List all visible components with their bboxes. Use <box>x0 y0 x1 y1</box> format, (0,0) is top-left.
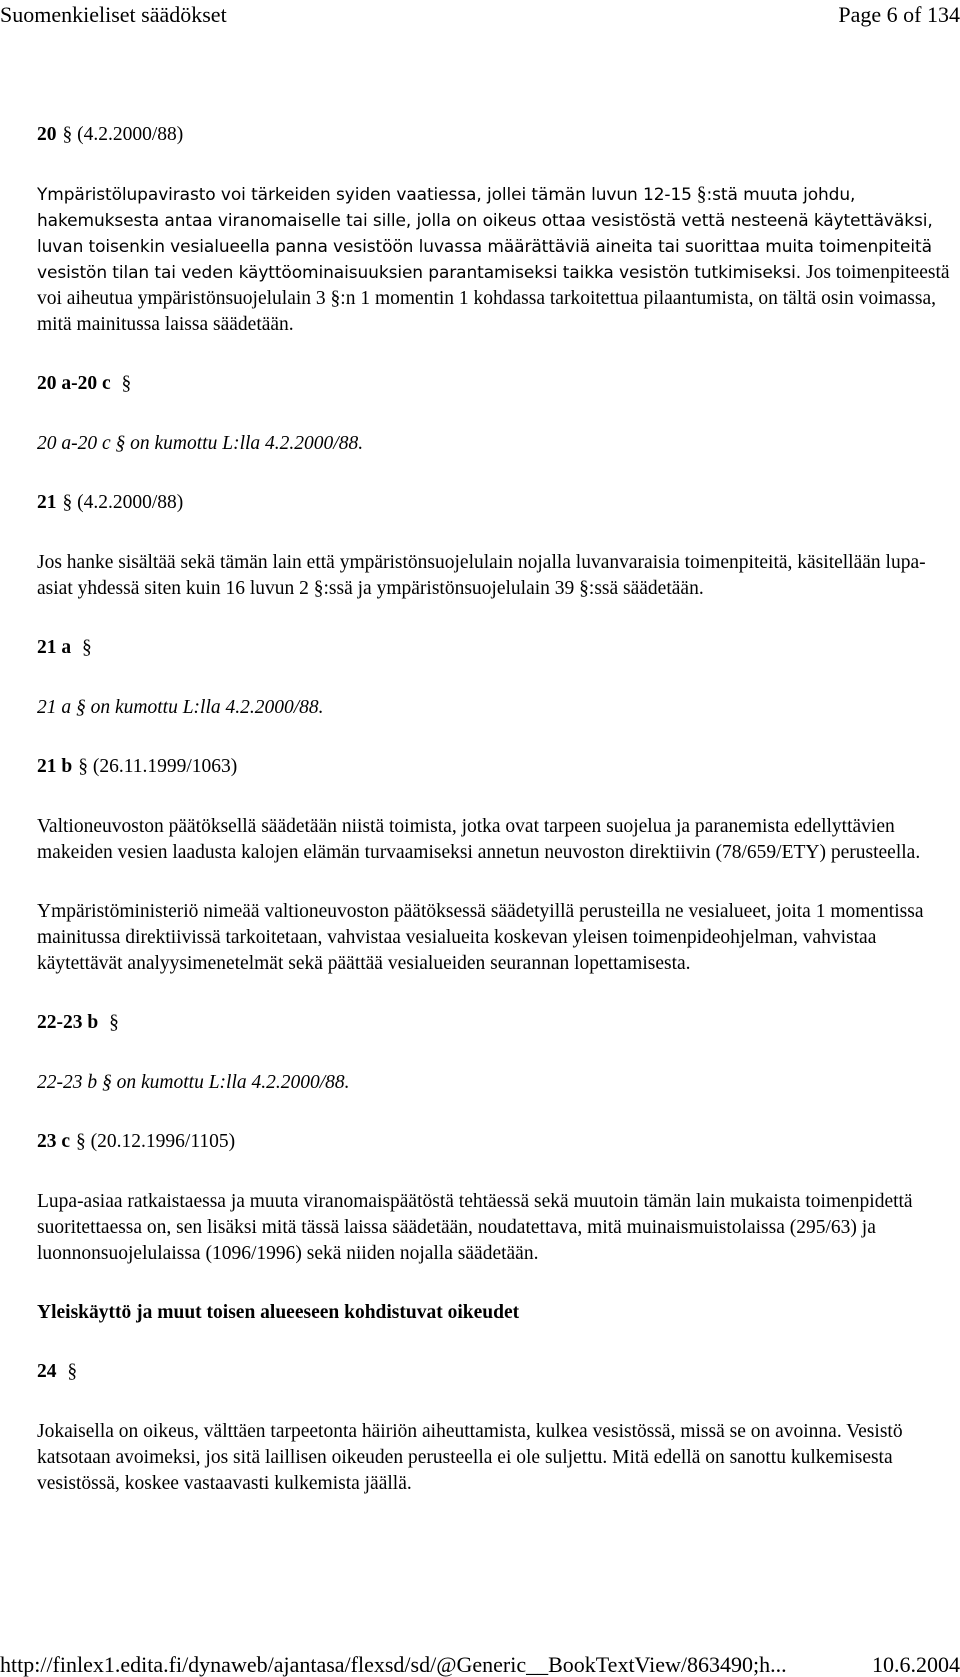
section-symbol: § <box>62 124 73 145</box>
section-22-heading <box>37 1010 957 1036</box>
section-symbol: § <box>102 1072 112 1093</box>
repeal-note: 22-23 b § on kumottu L:lla 4.2.2000/88. <box>37 1072 350 1093</box>
amendment-ref: (4.2.2000/88) <box>77 492 184 513</box>
print-date: 10.6.2004 <box>872 1652 960 1677</box>
section-21b-paragraph-2: Ympäristöministeriö nimeää valtioneuvoston päätöksessä säädetyillä perusteilla ne vesialueet, joita 1 momentissa mainitussa direktiivissä tarkoitetaan, vahvistaa vesialueita koskevan yleisen toimenpideohjelman, vahvistaa käytettävät analyysimenetelmät sekä päättää vesialueiden seurannan lopettamisesta. <box>37 901 924 974</box>
section-symbol: § <box>78 756 88 777</box>
section-23c-paragraph: Lupa-asiaa ratkaistaessa ja muuta viranomaispäätöstä tehtäessä sekä muutoin tämän lain mukaista toimenpidettä suoritettaessa on, sen lisäksi mitä tässä laissa säädetään, noudatettava, mitä muinaismuistolaissa (295/63) ja luonnonsuojelulaissa (1096/1996) sekä niiden nojalla säädetään. <box>37 1191 913 1264</box>
section-number: 23 c <box>37 1131 71 1152</box>
section-symbol: § <box>76 697 86 718</box>
page-number: Page 6 of 134 <box>838 2 960 27</box>
chapter-heading: Yleiskäyttö ja muut toisen alueeseen kohdistuvat oikeudet <box>37 1302 520 1323</box>
section-number: 22-23 b <box>37 1012 99 1033</box>
amendment-ref: (26.11.1999/1063) <box>92 756 238 777</box>
section-24-heading <box>37 1359 957 1385</box>
section-number: 21 <box>37 492 57 513</box>
section-symbol: § <box>696 184 707 205</box>
section-number: 24 <box>37 1361 57 1382</box>
source-url: http://finlex1.edita.fi/dynaweb/ajantasa/flexsd/sd/@Generic__BookTextView/863490;h... <box>0 1652 787 1677</box>
section-number: 21 b <box>37 756 73 777</box>
section-symbol: § <box>121 373 132 394</box>
section-symbol: § <box>115 433 126 454</box>
section-20-heading <box>37 122 957 148</box>
document-body <box>37 122 957 1530</box>
section-23c-heading <box>37 1129 957 1155</box>
section-symbol: § <box>313 578 324 599</box>
section-symbol: § <box>82 637 92 658</box>
document-title: Suomenkieliset säädökset <box>0 2 227 27</box>
section-21b-paragraph-1: Valtioneuvoston päätöksellä säädetään niistä toimista, jotka ovat tarpeen suojelua ja paranemista edellyttävien makeiden vesien laadusta kalojen elämän turvaamiseksi annetun neuvoston direktiivin (78/659/ETY) perusteella. <box>37 816 921 863</box>
section-number: 21 a <box>37 637 72 658</box>
section-symbol: § <box>109 1012 119 1033</box>
repeal-note: 21 a § on kumottu L:lla 4.2.2000/88. <box>37 697 324 718</box>
section-21-paragraph: Jos hanke sisältää sekä tämän lain että ympäristönsuojelulain nojalla luvanvaraisia toimenpiteitä, käsitellään lupa-asiat yhdessä siten kuin 16 luvun 2 §:ssä ja ympäristönsuojelulain 39 §:ssä säädetään. <box>37 552 926 599</box>
section-symbol: § <box>579 578 589 599</box>
section-21-heading <box>37 490 957 516</box>
section-20a-heading <box>37 371 957 397</box>
section-20-paragraph: Ympäristölupavirasto voi tärkeiden syiden vaatiessa, jollei tämän luvun 12-15 §:stä muuta johdu, hakemuksesta antaa viranomaiselle tai sille, jolla on oikeus ottaa vesistöstä vettä nesteenä käytettäväksi, luvan toisenkin vesialueella panna vesistöön luvassa määrättäviä aineita tai suorittaa muita toimenpiteitä vesistön tilan tai veden käyttöominaisuuksien parantamiseksi taikka vesistön tutkimiseksi. Jos toimenpiteestä voi aiheutua ympäristönsuojelulain 3 §:n 1 momentin 1 kohdassa tarkoitettua pilaantumista, on tältä osin voimassa, mitä mainitussa laissa säädetään. <box>37 184 950 335</box>
section-number: 20 a-20 c <box>37 373 111 394</box>
section-24-paragraph: Jokaisella on oikeus, välttäen tarpeetonta häiriön aiheuttamista, kulkea vesistössä, missä se on avoinna. Vesistö katsotaan avoimeksi, jos sitä laillisen oikeuden perusteella ei ole suljettu. Mitä edellä on sanottu kulkemisesta vesistössä, koskee vastaavasti kulkemista jäällä. <box>37 1421 903 1494</box>
repeal-note: 20 a-20 c § on kumottu L:lla 4.2.2000/88. <box>37 433 364 454</box>
amendment-ref: (20.12.1996/1105) <box>90 1131 236 1152</box>
section-symbol: § <box>62 492 73 513</box>
section-symbol: § <box>330 288 341 309</box>
section-symbol: § <box>76 1131 86 1152</box>
amendment-ref: (4.2.2000/88) <box>77 124 184 145</box>
section-21a-heading <box>37 635 957 661</box>
section-number: 20 <box>37 124 57 145</box>
section-21b-heading <box>37 754 957 780</box>
section-symbol: § <box>67 1361 78 1382</box>
